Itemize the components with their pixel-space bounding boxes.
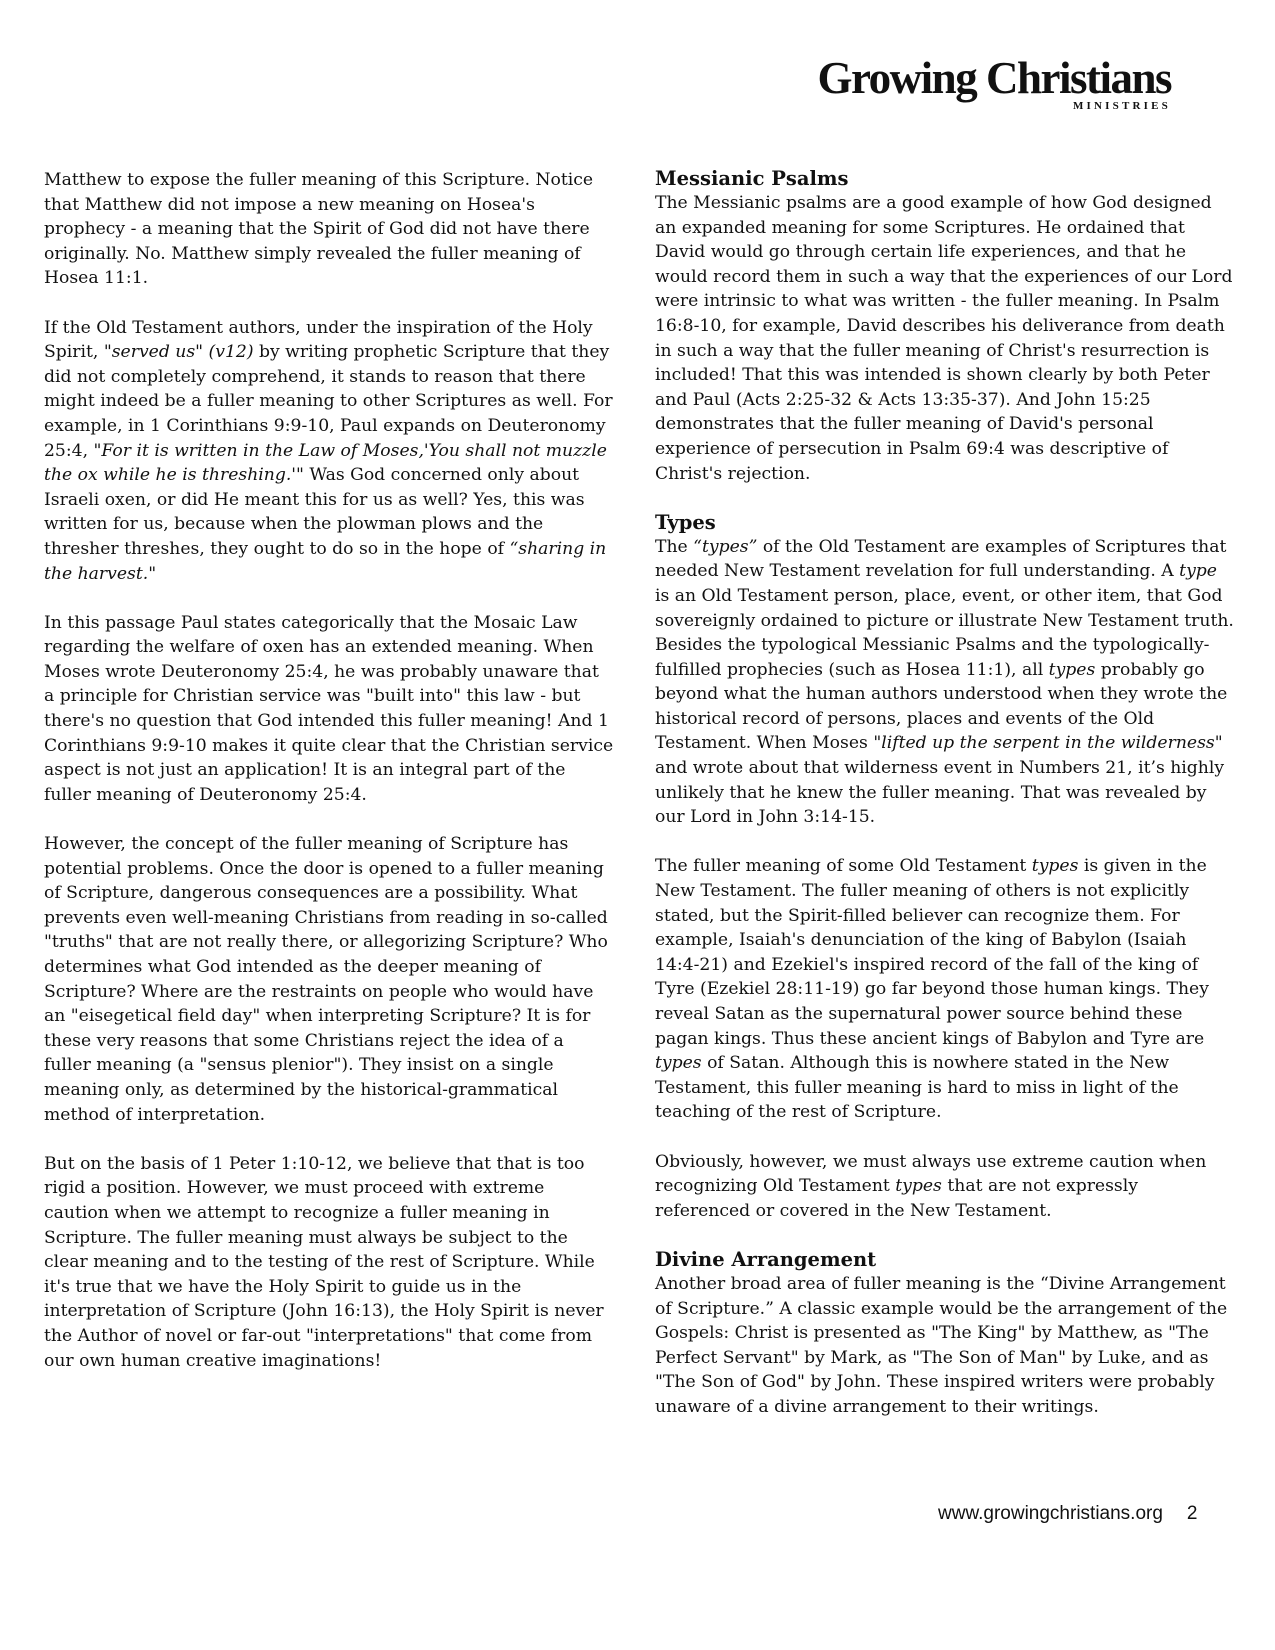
left-column bbox=[44, 168, 614, 1398]
brand-logo bbox=[817, 53, 1171, 112]
logo-name: Growing Christians bbox=[817, 53, 1171, 103]
paragraph: Another broad area of fuller meaning is the “Divine Arrangement of Scripture.” A classic example would be the arrangement of the Gospels: Christ is presented as "The King" by Matthew, as "The Perfect Servant" by Mark, as "The Son of Man" by Luke, and as "The Son of God" by John. These inspired writers were probably unaware of a divine arrangement to their writings. bbox=[655, 1273, 1228, 1417]
page-number: 2 bbox=[1186, 1503, 1198, 1524]
paragraph: However, the concept of the fuller meaning of Scripture has potential problems. Once the door is opened to a fuller meaning of Scripture, dangerous consequences are a possibility. What prevents even well-meaning Christians from reading in so-called "truths" that are not really there, or allegorizing Scripture? Who determines what God intended as the deeper meaning of Scripture? Where are the restraints on people who would have an "eisegetical field day" when interpreting Scripture? It is for these very reasons that some Christians reject the idea of a fuller meaning (a "sensus plenior"). They insist on a single meaning only, as determined by the historical-grammatical method of interpretation. bbox=[44, 834, 608, 1125]
section-heading: Divine Arrangement bbox=[655, 1247, 877, 1271]
page-footer bbox=[938, 1503, 1198, 1525]
paragraph: The fuller meaning of some Old Testament types is given in the New Testament. The fuller meaning of others is not explicitly stated, but the Spirit-filled believer can recognize them. For example, Isaiah's denunciation of the king of Babylon (Isaiah 14:4-21) and Ezekiel's inspired record of the fall of the king of Tyre (Ezekiel 28:11-19) go far beyond those human kings. They reveal Satan as the supernatural power source behind these pagan kings. Thus these ancient kings of Babylon and Tyre are types of Satan. Although this is nowhere stated in the New Testament, this fuller meaning is hard to miss in light of the teaching of the rest of Scripture. bbox=[655, 856, 1209, 1123]
paragraph: But on the basis of 1 Peter 1:10-12, we believe that that is too rigid a position. However, we must proceed with extreme caution when we attempt to recognize a fuller meaning in Scripture. The fuller meaning must always be subject to the clear meaning and to the testing of the rest of Scripture. While it's true that we have the Holy Spirit to guide us in the interpretation of Scripture (John 16:13), the Holy Spirit is never the Author of novel or far-out "interpretations" that come from our own human creative imaginations! bbox=[44, 1153, 604, 1371]
paragraph: The Messianic psalms are a good example of how God designed an expanded meaning for some Scriptures. He ordained that David would go through certain life experiences, and that he would record them in such a way that the experiences of our Lord were intrinsic to what was written - the fuller meaning. In Psalm 16:8-10, for example, David describes his deliverance from death in such a way that the fuller meaning of Christ's resurrection is included! That this was intended is shown clearly by both Peter and Paul (Acts 2:25-32 & Acts 13:35-37). And John 15:25 demonstrates that the fuller meaning of David's personal experience of persecution in Psalm 69:4 was descriptive of Christ's rejection. bbox=[655, 193, 1233, 484]
section-heading: Messianic Psalms bbox=[655, 167, 849, 190]
logo-subtitle: MINISTRIES bbox=[1072, 100, 1171, 112]
paragraph: Obviously, however, we must always use extreme caution when recognizing Old Testament types that are not expressly referenced or covered in the New Testament. bbox=[655, 1151, 1207, 1221]
paragraph: In this passage Paul states categorically that the Mosaic Law regarding the welfare of oxen has an extended meaning. When Moses wrote Deuteronomy 25:4, he was probably unaware that a principle for Christian service was "built into" this law - but there's no question that God intended this fuller meaning! And 1 Corinthians 9:9-10 makes it quite clear that the Christian service aspect is not just an application! It is an integral part of the fuller meaning of Deuteronomy 25:4. bbox=[44, 612, 614, 805]
footer-url[interactable]: www.growingchristians.org bbox=[938, 1503, 1163, 1524]
right-column bbox=[655, 167, 1235, 1444]
paragraph: If the Old Testament authors, under the inspiration of the Holy Spirit, "served us" (v12) by writing prophetic Scripture that they did not completely comprehend, it stands to reason that there might indeed be a fuller meaning to other Scriptures as well. For example, in 1 Corinthians 9:9-10, Paul expands on Deuteronomy 25:4, "For it is written in the Law of Moses,'You shall not muzzle the ox while he is threshing.'" Was God concerned only about Israeli oxen, or did He meant this for us as well? Yes, this was written for us, because when the plowman plows and the thresher threshes, they ought to do so in the hope of “sharing in the harvest." bbox=[44, 317, 613, 584]
paragraph: The “types” of the Old Testament are examples of Scriptures that needed New Testament revelation for full understanding. A type is an Old Testament person, place, event, or other item, that God sovereignly ordained to picture or illustrate New Testament truth. Besides the typological Messianic Psalms and the typologically-fulfilled prophecies (such as Hosea 11:1), all types probably go beyond what the human authors understood when they wrote the historical record of persons, places and events of the Old Testament. When Moses "lifted up the serpent in the wilderness" and wrote about that wilderness event in Numbers 21, it’s highly unlikely that he knew the fuller meaning. That was revealed by our Lord in John 3:14-15. bbox=[655, 536, 1234, 828]
section-heading: Types bbox=[655, 510, 716, 534]
paragraph: Matthew to expose the fuller meaning of this Scripture. Notice that Matthew did not impose a new meaning on Hosea's prophecy - a meaning that the Spirit of God did not have there originally. No. Matthew simply revealed the fuller meaning of Hosea 11:1. bbox=[44, 170, 594, 289]
